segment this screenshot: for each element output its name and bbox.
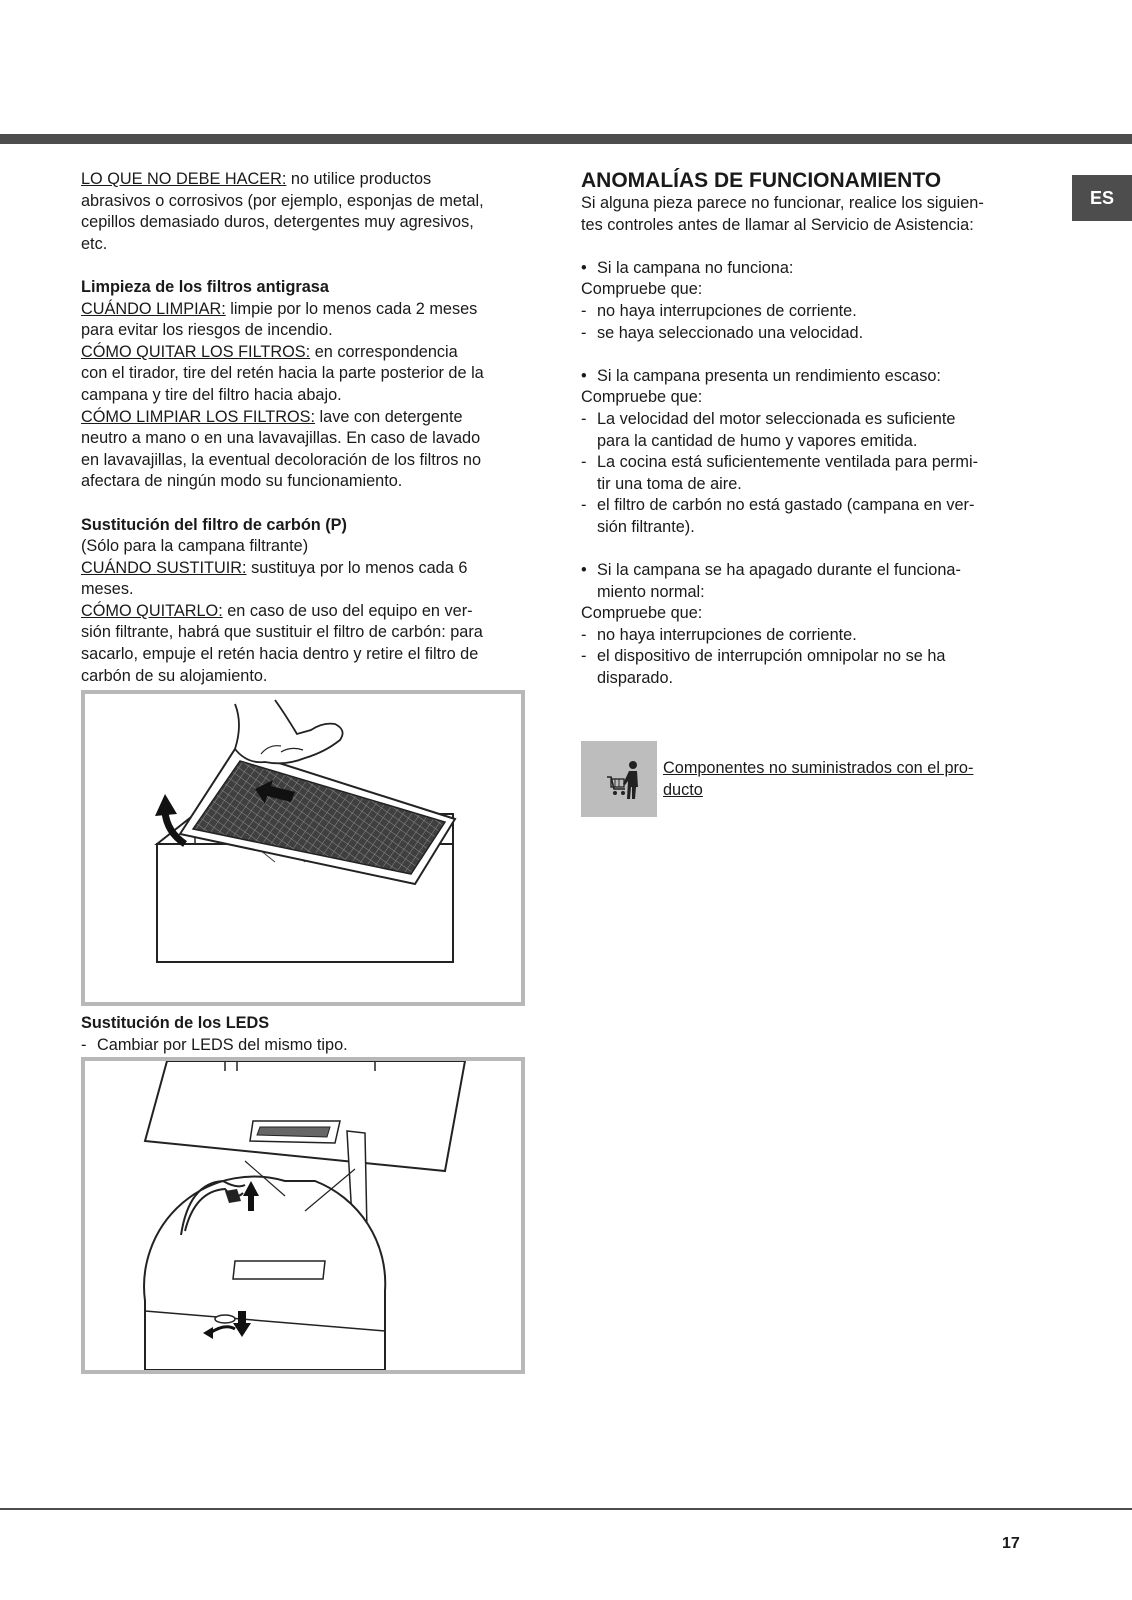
case-2-item-1: - La velocidad del motor seleccionada es suficiente para la cantidad de humo y vapores emitida. — [581, 409, 956, 450]
dont-do-line-3: cepillos demasiado duros, detergentes muy agresivos, — [81, 213, 474, 232]
carbon-remove-line-4: carbón de su alojamiento. — [81, 666, 268, 685]
grease-remove-lead: CÓMO QUITAR LOS FILTROS: — [81, 342, 311, 361]
case-1-check-label: Compruebe que: — [581, 280, 703, 299]
dash-mark: - — [581, 409, 587, 428]
case-2-bullet: • Si la campana presenta un rendimiento escaso: — [581, 366, 1031, 388]
carbon-when-line-2: meses. — [81, 580, 134, 599]
left-column — [81, 169, 529, 687]
grease-remove-line-1: CÓMO QUITAR LOS FILTROS: en correspondencia — [81, 342, 458, 361]
dash-mark: - — [581, 496, 587, 515]
header-rule — [0, 134, 1132, 144]
case-2-check-label: Compruebe que: — [581, 388, 703, 407]
troubleshooting-title: ANOMALÍAS DE FUNCIONAMIENTO — [581, 169, 942, 192]
bullet-mark: • — [581, 366, 587, 385]
dont-do-line-2: abrasivos o corrosivos (por ejemplo, esponjas de metal, — [81, 191, 484, 210]
case-3-bullet: • Si la campana se ha apagado durante el funciona- miento normal: — [581, 561, 961, 601]
case-1-bullet: • Si la campana no funciona: — [581, 258, 1031, 280]
carbon-when-line-1: CUÁNDO SUSTITUIR: sustituya por lo menos cada 6 — [81, 558, 468, 577]
page-number: 17 — [1002, 1535, 1020, 1552]
notice-text: Componentes no suministrados con el pro- ducto — [663, 759, 974, 799]
grease-remove-line-2: con el tirador, tire del retén hacia la parte posterior de la — [81, 364, 484, 383]
leds-section — [81, 1013, 529, 1056]
grease-clean-line-4: afectara de ningún modo su funcionamiento. — [81, 472, 403, 491]
dont-do-line-1: LO QUE NO DEBE HACER: no utilice productos — [81, 170, 432, 188]
carbon-filter-note: (Sólo para la campana filtrante) — [81, 537, 309, 556]
components-notice — [581, 741, 1031, 817]
grease-filters-title: Limpieza de los filtros antigrasa — [81, 277, 329, 296]
dash-mark: - — [581, 625, 587, 644]
case-2-item-3: - el filtro de carbón no está gastado (campana en ver- sión filtrante). — [581, 496, 975, 536]
case-1-item-2: - se haya seleccionado una velocidad. — [581, 323, 1031, 345]
bullet-mark: • — [581, 258, 587, 277]
right-column — [581, 169, 1031, 690]
grease-remove-line-3: campana y tire del filtro hacia abajo. — [81, 385, 342, 404]
grease-clean-line-2: neutro a mano o en una lavavajillas. En caso de lavado — [81, 429, 481, 448]
intro-line-1: Si alguna pieza parece no funcionar, realice los siguien- — [581, 194, 984, 212]
carbon-remove-lead: CÓMO QUITARLO: — [81, 601, 223, 620]
language-tab — [1072, 175, 1132, 221]
grease-when-lead: CUÁNDO LIMPIAR: — [81, 299, 226, 318]
language-tab-label: ES — [1089, 187, 1114, 208]
leds-item: - Cambiar por LEDS del mismo tipo. — [81, 1035, 529, 1057]
dash-mark: - — [581, 647, 587, 666]
case-3-check-label: Compruebe que: — [581, 604, 703, 623]
grease-clean-lead: CÓMO LIMPIAR LOS FILTROS: — [81, 407, 316, 426]
carbon-filter-removal-illustration — [81, 690, 525, 1006]
grease-when-line-1: CUÁNDO LIMPIAR: limpie por lo menos cada 2 meses — [81, 299, 478, 318]
led-replacement-illustration — [81, 1057, 525, 1374]
bullet-mark: • — [581, 561, 587, 580]
dash-mark: - — [581, 301, 587, 320]
carbon-remove-line-2: sión filtrante, habrá que sustituir el filtro de carbón: para — [81, 623, 483, 642]
case-3-item-1: - no haya interrupciones de corriente. — [581, 625, 1031, 647]
carbon-when-lead: CUÁNDO SUSTITUIR: — [81, 558, 247, 577]
grease-clean-line-1: CÓMO LIMPIAR LOS FILTROS: lave con detergente — [81, 407, 463, 426]
grease-clean-line-3: en lavavajillas, la eventual decoloración de los filtros no — [81, 450, 482, 469]
carbon-remove-line-3: sacarlo, empuje el retén hacia dentro y retire el filtro de — [81, 645, 479, 664]
shopping-cart-person-icon — [581, 741, 657, 817]
dash-mark: - — [581, 323, 587, 342]
dont-do-line-4: etc. — [81, 234, 108, 253]
grease-when-line-2: para evitar los riesgos de incendio. — [81, 321, 333, 340]
dash-mark: - — [81, 1035, 87, 1054]
case-2-item-2: - La cocina está suficientemente ventilada para permi- tir una toma de aire. — [581, 453, 979, 493]
footer-rule — [0, 1508, 1132, 1510]
carbon-filter-title: Sustitución del filtro de carbón (P) — [81, 515, 347, 534]
leds-title: Sustitución de los LEDS — [81, 1014, 270, 1032]
dash-mark: - — [581, 453, 587, 472]
dont-do-lead: LO QUE NO DEBE HACER: — [81, 170, 287, 188]
intro-line-2: tes controles antes de llamar al Servicio de Asistencia: — [581, 215, 974, 234]
case-3-item-2: - el dispositivo de interrupción omnipolar no se ha disparado. — [581, 647, 946, 688]
case-1-item-1: - no haya interrupciones de corriente. — [581, 301, 1031, 323]
carbon-remove-line-1: CÓMO QUITARLO: en caso de uso del equipo en ver- — [81, 601, 473, 620]
